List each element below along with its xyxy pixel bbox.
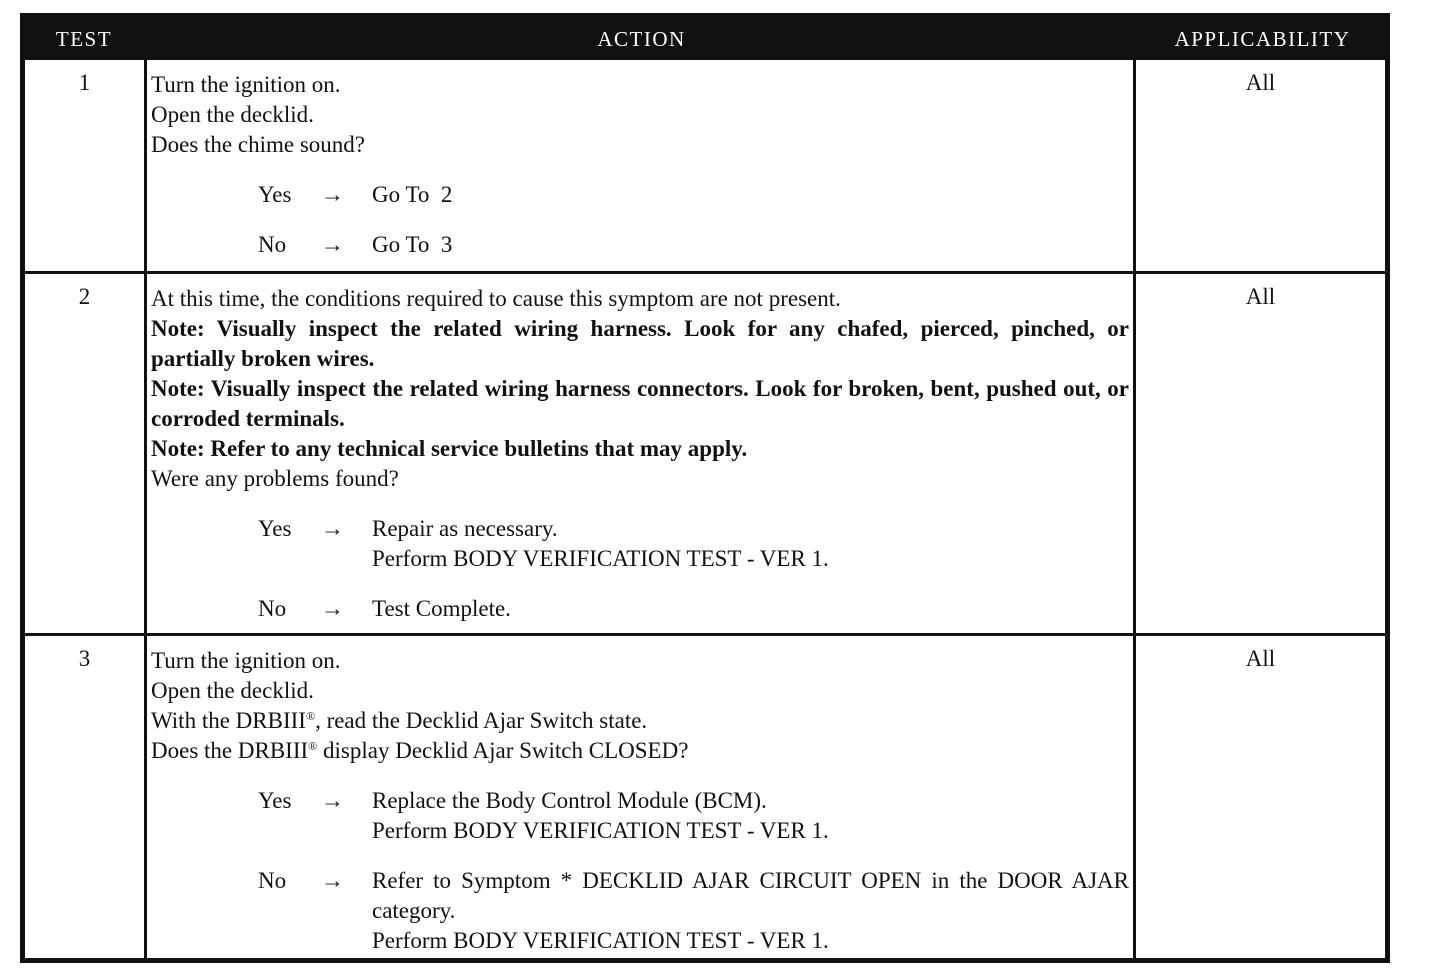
test-number: 1 — [78, 70, 91, 95]
column-divider — [1133, 274, 1136, 633]
column-divider — [144, 636, 147, 959]
arrow-icon: → — [321, 182, 344, 207]
registered-mark: ® — [305, 709, 316, 723]
action-cell — [151, 284, 1129, 624]
note-service-bulletins: Note: Refer to any technical service bulletins that may apply. — [151, 436, 748, 461]
no-label: No — [258, 232, 287, 257]
no-result: Test Complete. — [372, 596, 511, 621]
yes-answer — [151, 514, 1129, 574]
action-line: Turn the ignition on. — [151, 648, 341, 673]
column-divider — [144, 60, 147, 271]
header-action: ACTION — [597, 27, 686, 51]
action-question: Does the chime sound? — [151, 132, 365, 157]
note-connectors: Note: Visually inspect the related wiring harness connectors. Look for broken, bent, pushed out, or corroded terminals. — [151, 376, 1129, 431]
action-line: With the DRBIII®, read the Decklid Ajar Switch state. — [151, 708, 648, 733]
no-result: Go To 3 — [372, 232, 453, 257]
table-header — [25, 18, 1385, 60]
header-test: TEST — [55, 27, 113, 51]
test-number: 3 — [78, 646, 91, 671]
arrow-icon: → — [321, 232, 344, 257]
table-row-3 — [25, 633, 1385, 959]
yes-result: Perform BODY VERIFICATION TEST - VER 1. — [372, 818, 829, 843]
yes-answer — [151, 786, 1129, 846]
no-label: No — [258, 596, 287, 621]
yes-result: Replace the Body Control Module (BCM). — [372, 788, 767, 813]
arrow-icon: → — [321, 788, 344, 813]
action-question: Does the DRBIII® display Decklid Ajar Switch CLOSED? — [151, 738, 689, 763]
action-cell — [151, 646, 1129, 956]
registered-mark: ® — [308, 739, 318, 753]
arrow-icon: → — [321, 596, 344, 621]
diagnostic-table — [20, 13, 1390, 963]
no-result: Perform BODY VERIFICATION TEST - VER 1. — [372, 928, 829, 953]
action-line: At this time, the conditions required to cause this symptom are not present. — [151, 286, 841, 311]
applicability: All — [1245, 646, 1276, 671]
arrow-icon: → — [321, 868, 344, 893]
yes-label: Yes — [258, 788, 292, 813]
column-divider — [1133, 636, 1136, 959]
no-answer — [151, 594, 1129, 624]
header-applicability: APPLICABILITY — [1174, 27, 1351, 51]
table-row-1 — [25, 60, 1385, 271]
no-answer — [151, 230, 1129, 260]
no-answer — [151, 866, 1129, 956]
applicability: All — [1245, 70, 1276, 95]
yes-label: Yes — [258, 182, 292, 207]
action-line: Open the decklid. — [151, 102, 314, 127]
action-line: Open the decklid. — [151, 678, 314, 703]
no-label: No — [258, 868, 287, 893]
action-line: Turn the ignition on. — [151, 72, 341, 97]
test-number: 2 — [78, 284, 91, 309]
note-wiring-harness: Note: Visually inspect the related wiring harness. Look for any chafed, pierced, pinched, or partially broken wires. — [151, 316, 1129, 371]
arrow-icon: → — [321, 516, 344, 541]
action-question: Were any problems found? — [151, 466, 399, 491]
yes-label: Yes — [258, 516, 292, 541]
column-divider — [144, 274, 147, 633]
yes-result: Perform BODY VERIFICATION TEST - VER 1. — [372, 546, 829, 571]
table-row-2 — [25, 271, 1385, 633]
yes-answer — [151, 180, 1129, 210]
yes-result: Repair as necessary. — [372, 516, 558, 541]
yes-result: Go To 2 — [372, 182, 453, 207]
applicability: All — [1245, 284, 1276, 309]
action-cell — [151, 70, 1129, 260]
no-result: Refer to Symptom * DECKLID AJAR CIRCUIT OPEN in the DOOR AJAR category. — [372, 868, 1129, 923]
